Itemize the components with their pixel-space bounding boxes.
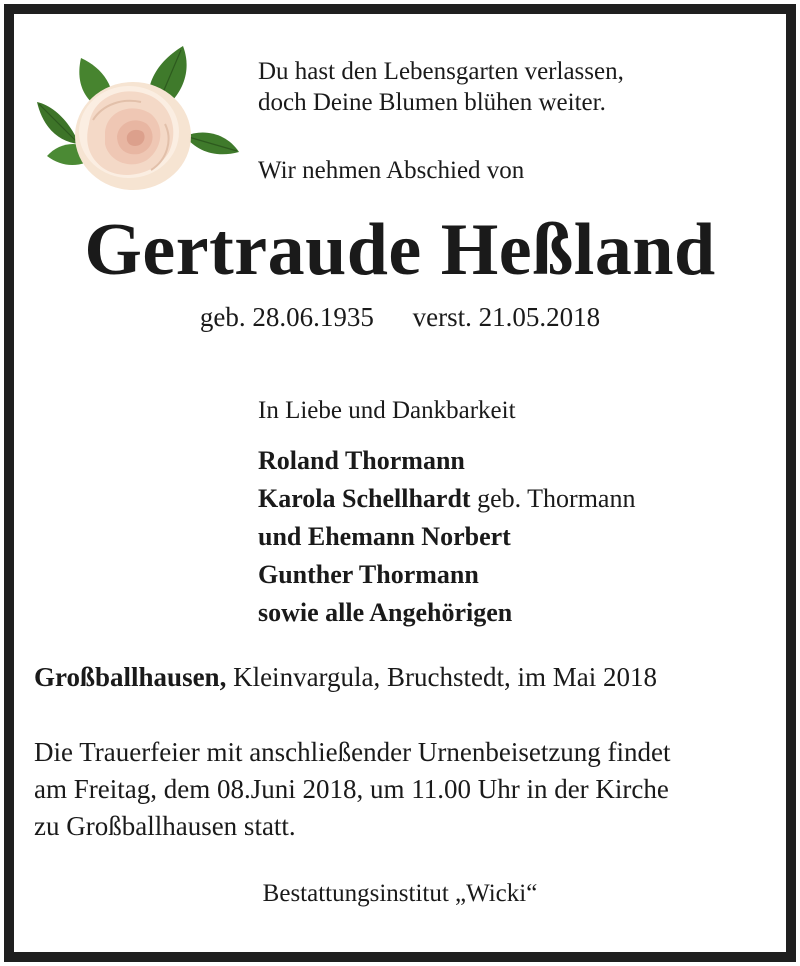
mourner-1: Roland Thormann	[258, 446, 465, 475]
rose-icon	[33, 44, 243, 194]
ceremony-line-2: am Freitag, dem 08.Juni 2018, um 11.00 Uhr in der Kirche	[34, 774, 669, 804]
place-main: Großballhausen,	[34, 662, 227, 692]
quote-line-2: doch Deine Blumen blühen weiter.	[258, 89, 606, 116]
mourner-3: und Ehemann Norbert	[258, 522, 511, 551]
ceremony-info	[34, 734, 671, 845]
life-dates	[0, 302, 800, 333]
ceremony-line-1: Die Trauerfeier mit anschließender Urnenbeisetzung findet	[34, 737, 671, 767]
place-rest: Kleinvargula, Bruchstedt, im Mai 2018	[226, 662, 658, 692]
mourner-2-name: Karola Schellhardt	[258, 484, 471, 513]
mourner-5: sowie alle Angehörigen	[258, 598, 513, 627]
funeral-home: Bestattungsinstitut „Wicki“	[262, 880, 538, 907]
death-date: verst. 21.05.2018	[412, 302, 601, 332]
farewell-text: Wir nehmen Abschied von	[258, 157, 525, 184]
deceased-name: Gertraude Heßland	[84, 209, 716, 291]
mourners-list	[258, 442, 635, 632]
ceremony-line-3: zu Großballhausen statt.	[34, 811, 296, 841]
place-and-date	[34, 662, 657, 693]
birth-date: geb. 28.06.1935	[199, 302, 374, 332]
opening-quote	[258, 56, 624, 118]
mourner-2-note: geb. Thormann	[470, 484, 636, 513]
mourner-2	[258, 480, 635, 518]
mourner-4: Gunther Thormann	[258, 560, 479, 589]
quote-line-1: Du hast den Lebensgarten verlassen,	[258, 58, 624, 85]
mourners-intro: In Liebe und Dankbarkeit	[258, 397, 516, 424]
